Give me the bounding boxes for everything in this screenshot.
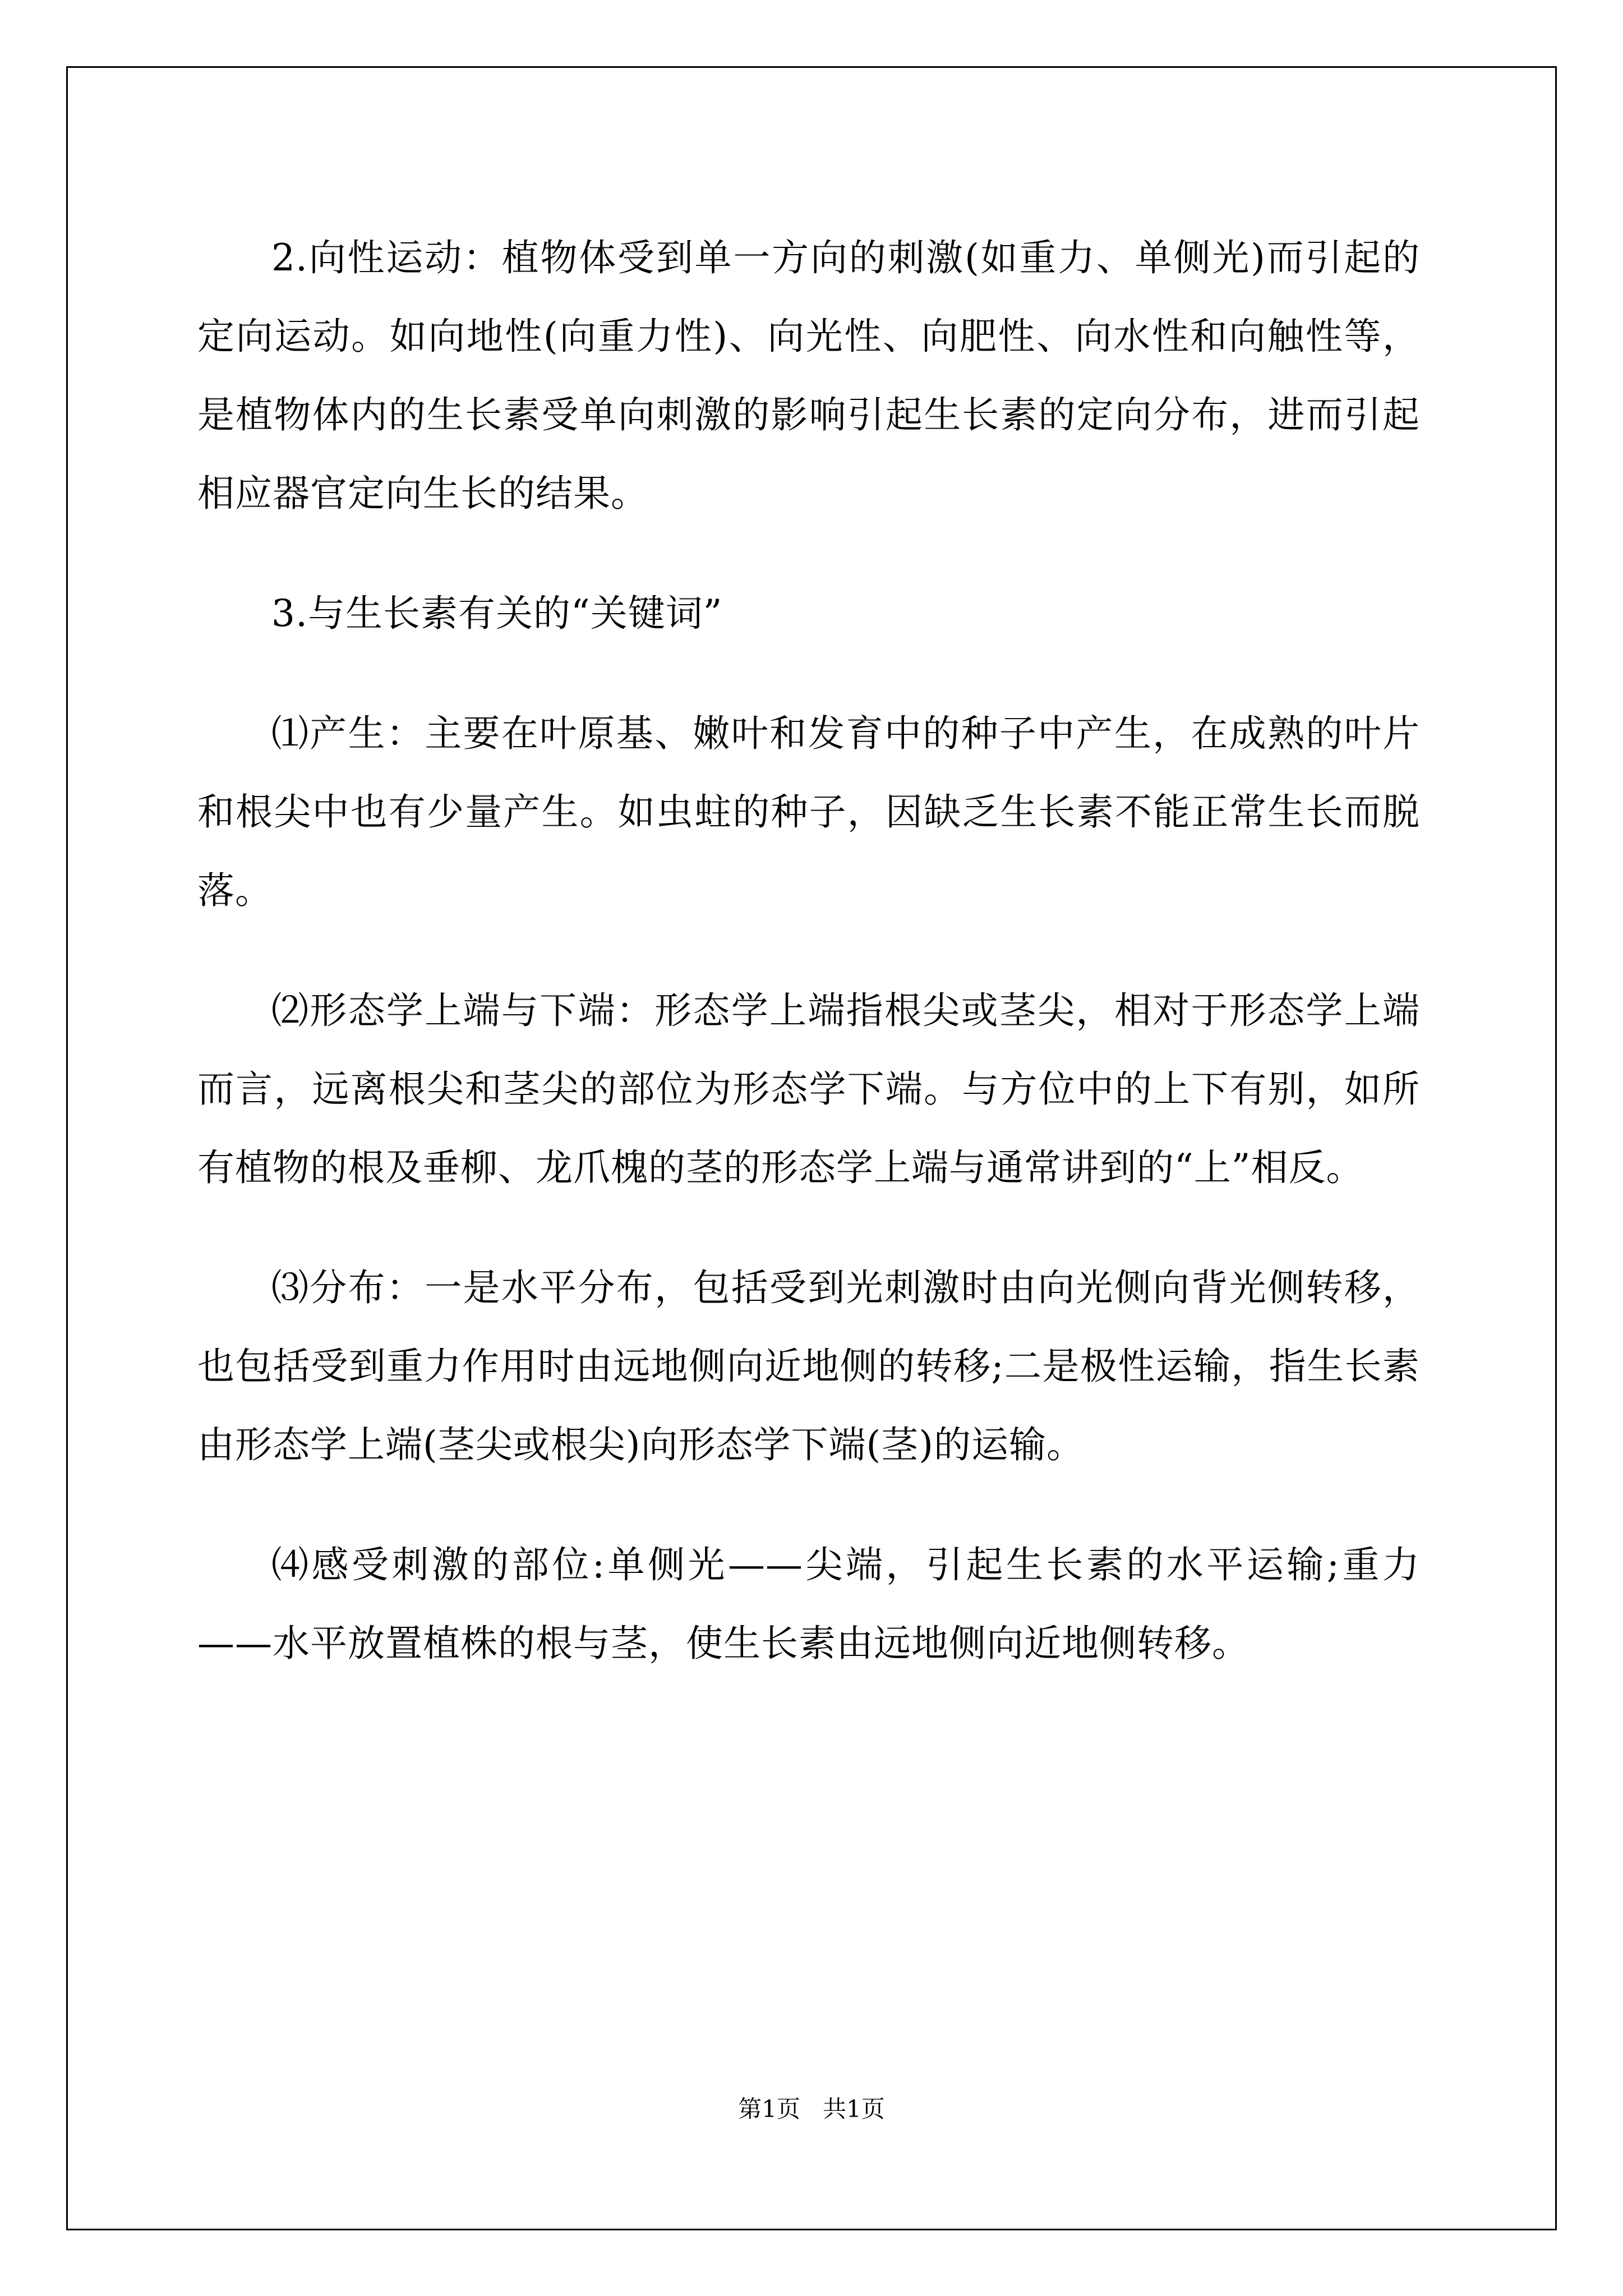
paragraph: ⑷感受刺激的部位:单侧光——尖端，引起生长素的水平运输;重力——水平放置植株的根与茎，使生长素由远地侧向近地侧转移。: [197, 1543, 1420, 1665]
paragraph: ⑶分布：一是水平分布，包括受到光刺激时由向光侧向背光侧转移，也包括受到重力作用时由远地侧向近地侧的转移;二是极性运输，指生长素由形态学上端(茎尖或根尖)向形态学下端(茎)的运输。: [197, 1266, 1420, 1466]
paragraph: ⑴产生：主要在叶原基、嫩叶和发育中的种子中产生，在成熟的叶片和根尖中也有少量产生。如虫蛀的种子，因缺乏生长素不能正常生长而脱落。: [197, 712, 1420, 912]
page-total: 共1页: [823, 2095, 885, 2123]
page-footer: [0, 2092, 1623, 2126]
paragraph: 2.向性运动：植物体受到单一方向的刺激(如重力、单侧光)而引起的定向运动。如向地性(向重力性)、向光性、向肥性、向水性和向触性等，是植物体内的生长素受单向刺激的影响引起生长素的定向分布，进而引起相应器官定向生长的结果。: [197, 236, 1420, 515]
page-number: 第1页: [738, 2095, 800, 2123]
paragraph: 3.与生长素有关的“关键词”: [271, 592, 723, 635]
paragraph: ⑵形态学上端与下端：形态学上端指根尖或茎尖，相对于形态学上端而言，远离根尖和茎尖的部位为形态学下端。与方位中的上下有别，如所有植物的根及垂柳、龙爪槐的茎的形态学上端与通常讲到的“上”相反。: [197, 989, 1420, 1189]
document-body: [197, 219, 1420, 1683]
